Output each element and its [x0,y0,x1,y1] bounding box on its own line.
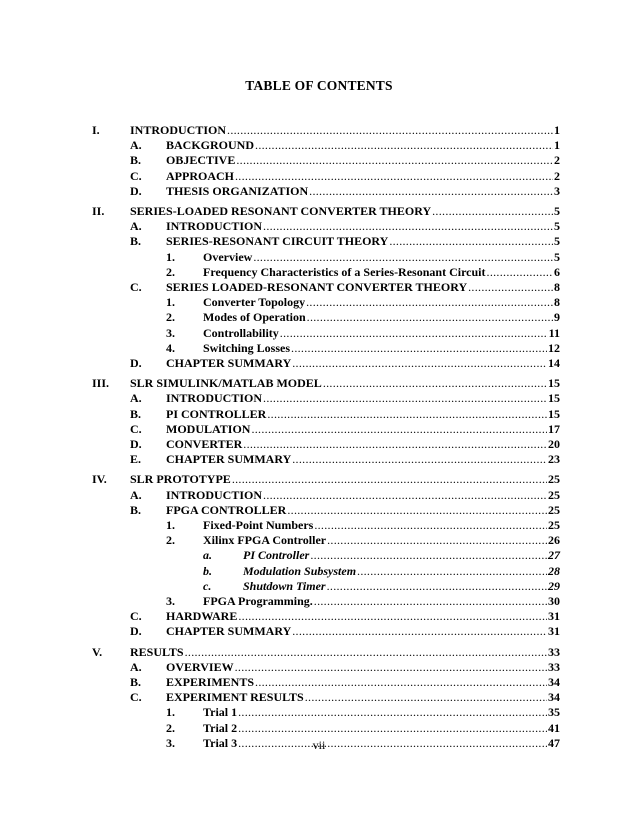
toc-entry-title: Fixed-Point Numbers [203,518,314,532]
dot-leader [263,218,553,234]
toc-entry [130,436,560,452]
toc-entry-page: 34 [548,675,560,689]
toc-entry-title: FPGA CONTROLLER [166,502,287,517]
toc-entry-page: 5 [554,234,560,249]
toc-entry-number: 2. [166,720,175,735]
toc-entry-page: 31 [548,624,560,639]
toc-entry-title: Converter Topology [203,295,306,310]
toc-entry [130,659,560,675]
dot-leader [235,659,547,675]
toc-entry [130,233,560,249]
toc-entry-page: 15 [548,376,560,391]
toc-entry-number: B. [130,406,142,421]
toc-entry-page: 33 [548,644,560,659]
dot-leader [327,532,547,548]
toc-entry-number: 1. [166,518,175,532]
dot-leader [306,294,553,310]
toc-entry [166,325,560,341]
toc-entry-number: 3. [166,594,175,608]
toc-entry-number: D. [130,183,142,198]
toc-entry-number: 4. [166,340,175,355]
toc-entry-title: OBJECTIVE [166,153,236,168]
toc-entry-title: CONVERTER [166,437,243,451]
toc-entry-title: RESULTS [130,644,184,659]
dot-leader [323,375,547,391]
toc-entry [166,532,560,548]
dot-leader [236,152,553,168]
toc-entry-number: I. [92,123,100,137]
dot-leader [238,720,547,736]
toc-entry-title: SERIES-RESONANT CIRCUIT THEORY [166,234,389,249]
toc-entry-title: CHAPTER SUMMARY [166,356,292,370]
toc-entry-number: 2. [166,264,175,279]
toc-entry-number: C. [130,421,142,436]
dot-leader [255,674,547,690]
toc-entry [166,593,560,609]
toc-entry-page: 1 [554,123,560,137]
toc-entry-number: b. [203,563,212,578]
toc-entry [130,487,560,503]
toc-entry-title: Modulation Subsystem [243,563,357,578]
toc-entry-page: 23 [548,452,560,467]
toc-entry-title: Controllability [203,325,279,340]
toc-entry [166,264,560,280]
toc-entry [92,122,560,138]
toc-entry-number: A. [130,138,142,153]
toc-entry-title: INTRODUCTION [130,123,227,137]
toc-entry-number: A. [130,219,142,234]
toc-entry-number: a. [203,548,212,563]
dot-leader [432,203,553,219]
toc-entry-page: 2 [554,168,560,183]
toc-entry-title: CHAPTER SUMMARY [166,452,292,467]
toc-entry-number: 1. [166,705,175,720]
toc-entry-page: 11 [548,325,560,340]
dot-leader [263,487,547,503]
toc-entry-title: Trial 3 [203,735,238,750]
page-title: TABLE OF CONTENTS [245,78,393,93]
toc-entry [130,137,560,153]
dot-leader [238,704,547,720]
dot-leader [185,644,547,660]
toc-entry-page: 5 [554,204,560,218]
toc-entry-title: Xilinx FPGA Controller [203,533,327,548]
toc-entry-page: 30 [548,594,560,608]
toc-entry-number: B. [130,502,142,517]
toc-entry-page: 14 [548,356,560,370]
toc-entry-page: 25 [548,472,560,487]
toc-entry-number: 3. [166,735,175,750]
toc-entry-page: 2 [554,153,560,168]
toc-entry-title: CHAPTER SUMMARY [166,624,292,639]
toc-entry [130,279,560,295]
dot-leader [307,309,553,325]
toc-entry-title: Trial 2 [203,720,238,735]
toc-entry [130,608,560,624]
toc-entry-title: SERIES LOADED-RESONANT CONVERTER THEORY [166,280,468,294]
toc-entry-page: 15 [548,391,560,406]
dot-leader [291,340,547,356]
toc-entry-number: C. [130,280,142,294]
toc-entry [130,218,560,234]
toc-entry-page: 9 [554,310,560,325]
dot-leader [235,168,553,184]
toc-entry [166,704,560,720]
toc-entry-title: SLR PROTOTYPE [130,472,231,487]
toc-entry [130,355,560,371]
toc-entry-number: 1. [166,295,175,310]
toc-entry-number: A. [130,487,142,502]
toc-entry [92,644,560,660]
toc-entry-page: 8 [554,280,560,294]
toc-entry-page: 31 [548,609,560,624]
toc-entry-title: INTRODUCTION [166,219,263,234]
toc-entry-title: Modes of Operation [203,310,306,325]
toc-entry-page: 5 [554,219,560,234]
toc-entry [92,471,560,487]
toc-entry-title: MODULATION [166,421,251,436]
toc-entry-number: C. [130,609,142,624]
toc-entry [203,563,560,579]
toc-entry-page: 8 [554,295,560,310]
toc-entry-number: IV. [92,472,107,487]
dot-leader [251,421,547,437]
toc-entry-page: 3 [554,183,560,198]
dot-leader [327,578,547,594]
dot-leader [292,355,547,371]
toc-entry-number: 2. [166,533,175,548]
toc-entry [130,689,560,705]
toc-entry-page: 20 [548,437,560,451]
dot-leader [487,264,553,280]
toc-entry-page: 6 [554,264,560,279]
toc-entry-title: Switching Losses [203,340,291,355]
toc-entry-title: INTRODUCTION [166,391,263,406]
dot-leader [292,623,547,639]
toc-entry-title: EXPERIMENT RESULTS [166,690,304,705]
dot-leader [243,436,547,452]
toc-entry-page: 25 [548,502,560,517]
toc-entry [130,390,560,406]
toc-entry-number: C. [130,690,142,705]
dot-leader [263,390,547,406]
dot-leader [227,122,553,138]
toc-entry [166,340,560,356]
toc-entry-page: 28 [548,563,560,578]
toc-entry-title: BACKGROUND [166,138,255,153]
toc-entry-page: 34 [548,690,560,705]
toc-entry-number: B. [130,675,142,689]
toc-entry [92,375,560,391]
dot-leader [314,517,547,533]
toc-entry-title: Trial 1 [203,705,238,720]
toc-entry-number: C. [130,168,142,183]
toc-entry [130,183,560,199]
toc-entry-title: Overview [203,249,253,264]
toc-entry-page: 1 [554,138,560,153]
toc-entry-page: 29 [548,578,560,593]
toc-entry-number: 2. [166,310,175,325]
toc-entry-number: A. [130,659,142,674]
toc-entry [130,623,560,639]
toc-entry-number: A. [130,391,142,406]
toc-entry-number: E. [130,452,142,467]
dot-leader [357,563,547,579]
toc-entry-number: 3. [166,325,175,340]
toc-entry-page: 33 [548,659,560,674]
toc-entry [166,517,560,533]
toc-entry-title: INTRODUCTION [166,487,263,502]
toc-entry-number: c. [203,578,212,593]
dot-leader [389,233,553,249]
toc-entry [130,674,560,690]
toc-entry-number: II. [92,204,105,218]
toc-entry-page: 27 [548,548,560,563]
toc-entry-title: OVERVIEW [166,659,234,674]
dot-leader [314,593,547,609]
toc-entry-page: 25 [548,518,560,532]
toc-entry-page: 26 [548,533,560,548]
toc-entry-number: V. [92,644,103,659]
toc-entry-page: 41 [548,720,560,735]
toc-entry [130,421,560,437]
toc-entry [130,406,560,422]
toc-entry-number: B. [130,153,142,168]
toc-entry-title: FPGA Programming. [203,594,313,608]
toc-entry [130,168,560,184]
toc-entry [203,547,560,563]
toc-entry-title: PI Controller [243,548,310,563]
toc-entry [166,309,560,325]
toc-entry-page: 15 [548,406,560,421]
toc-entry-page: 35 [548,705,560,720]
dot-leader [305,689,547,705]
toc-entry-number: 1. [166,249,175,264]
dot-leader [468,279,553,295]
dot-leader [253,249,553,265]
toc-entry-title: APPROACH [166,168,234,183]
toc-entry-page: 5 [554,249,560,264]
toc-entry-title: PI CONTROLLER [166,406,267,421]
toc-entry-title: Frequency Characteristics of a Series-Resonant Circuit [203,264,486,279]
toc-entry-title: SERIES-LOADED RESONANT CONVERTER THEORY [130,204,432,218]
dot-leader [267,406,547,422]
toc-entry-page: 47 [548,735,560,750]
toc-entry-title: THESIS ORGANIZATION [166,183,309,198]
toc-entry-number: D. [130,356,142,370]
toc-entry-page: 17 [548,421,560,436]
toc-entry [92,203,560,219]
toc-entry [166,294,560,310]
toc-entry-number: B. [130,234,142,249]
toc-entry-page: 25 [548,487,560,502]
toc-entry [166,249,560,265]
toc-entry-number: D. [130,624,142,639]
toc-entry [166,720,560,736]
toc-entry-number: III. [92,376,110,391]
toc-entry-title: HARDWARE [166,609,238,624]
dot-leader [255,137,553,153]
page-number: vii [312,738,326,752]
dot-leader [287,502,547,518]
dot-leader [310,547,547,563]
toc-entry-title: SLR SIMULINK/MATLAB MODEL [130,376,322,391]
toc-entry-title: EXPERIMENTS [166,675,255,689]
dot-leader [309,183,553,199]
toc-entry [130,451,560,467]
dot-leader [232,471,547,487]
toc-entry [203,578,560,594]
toc-entry [130,502,560,518]
toc-entry-number: D. [130,437,142,451]
toc-entry [130,152,560,168]
toc-entry-page: 12 [548,340,560,355]
dot-leader [280,325,548,341]
dot-leader [238,608,547,624]
toc-entry-title: Shutdown Timer [243,578,326,593]
dot-leader [292,451,547,467]
